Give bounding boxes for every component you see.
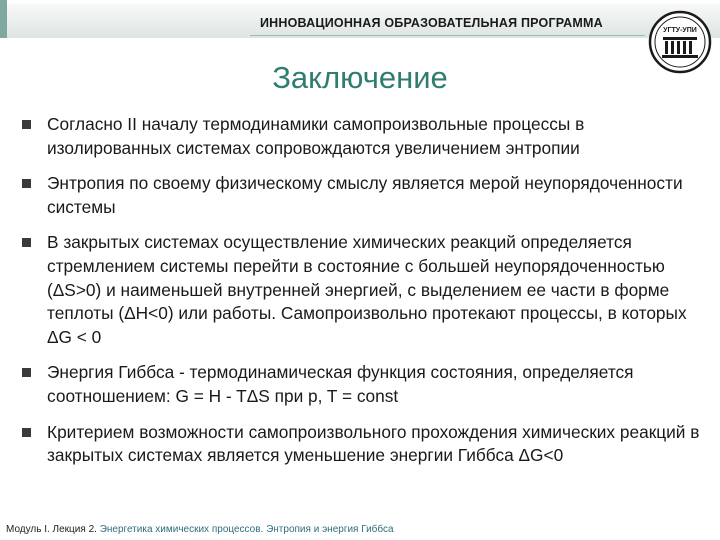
footer [6, 524, 394, 535]
side-accent-bar [0, 0, 7, 38]
footer-topic: Энергетика химических процессов. Энтропия и энергия Гиббса [99, 524, 394, 535]
square-bullet-icon [22, 368, 31, 377]
bullet-text: Энтропия по своему физическому смыслу является мерой неупорядоченности системы [47, 173, 683, 217]
slide-title: Заключение [272, 60, 448, 95]
bullet-item [22, 361, 712, 408]
bullet-text: Согласно II началу термодинамики самопроизвольные процессы в изолированных системах сопровождаются увеличением энтропии [47, 114, 585, 158]
square-bullet-icon [22, 179, 31, 188]
square-bullet-icon [22, 428, 31, 437]
header-divider [250, 35, 645, 36]
bullet-item [22, 172, 712, 219]
footer-module: Модуль I. Лекция 2. [6, 524, 97, 535]
bullet-text: Энергия Гиббса ‑ термодинамическая функция состояния, определяется соотношением: G = H ‑ TΔS при p, T = const [47, 362, 634, 406]
bullet-item [22, 231, 712, 349]
bullet-item [22, 113, 712, 160]
logo-text: УГТУ-УПИ [663, 27, 697, 34]
bullet-list [22, 113, 712, 468]
square-bullet-icon [22, 238, 31, 247]
bullet-item [22, 421, 712, 468]
square-bullet-icon [22, 120, 31, 129]
program-title: ИННОВАЦИОННАЯ ОБРАЗОВАТЕЛЬНАЯ ПРОГРАММА [260, 16, 603, 30]
bullet-text: Критерием возможности самопроизвольного прохождения химических реакций в закрытых системах является уменьшение энергии Гиббса ΔG<0 [47, 421, 700, 466]
bullet-text: В закрытых системах осуществление химических реакций определяется стремлением системы перейти в состояние с большей неупорядоченностью (ΔS>0) и наименьшей внутренней энергией, с выделением ее части в форме теплоты (ΔH<0) или работы. Самопроизвольно протекают процессы, в которых ΔG < 0 [47, 232, 687, 347]
